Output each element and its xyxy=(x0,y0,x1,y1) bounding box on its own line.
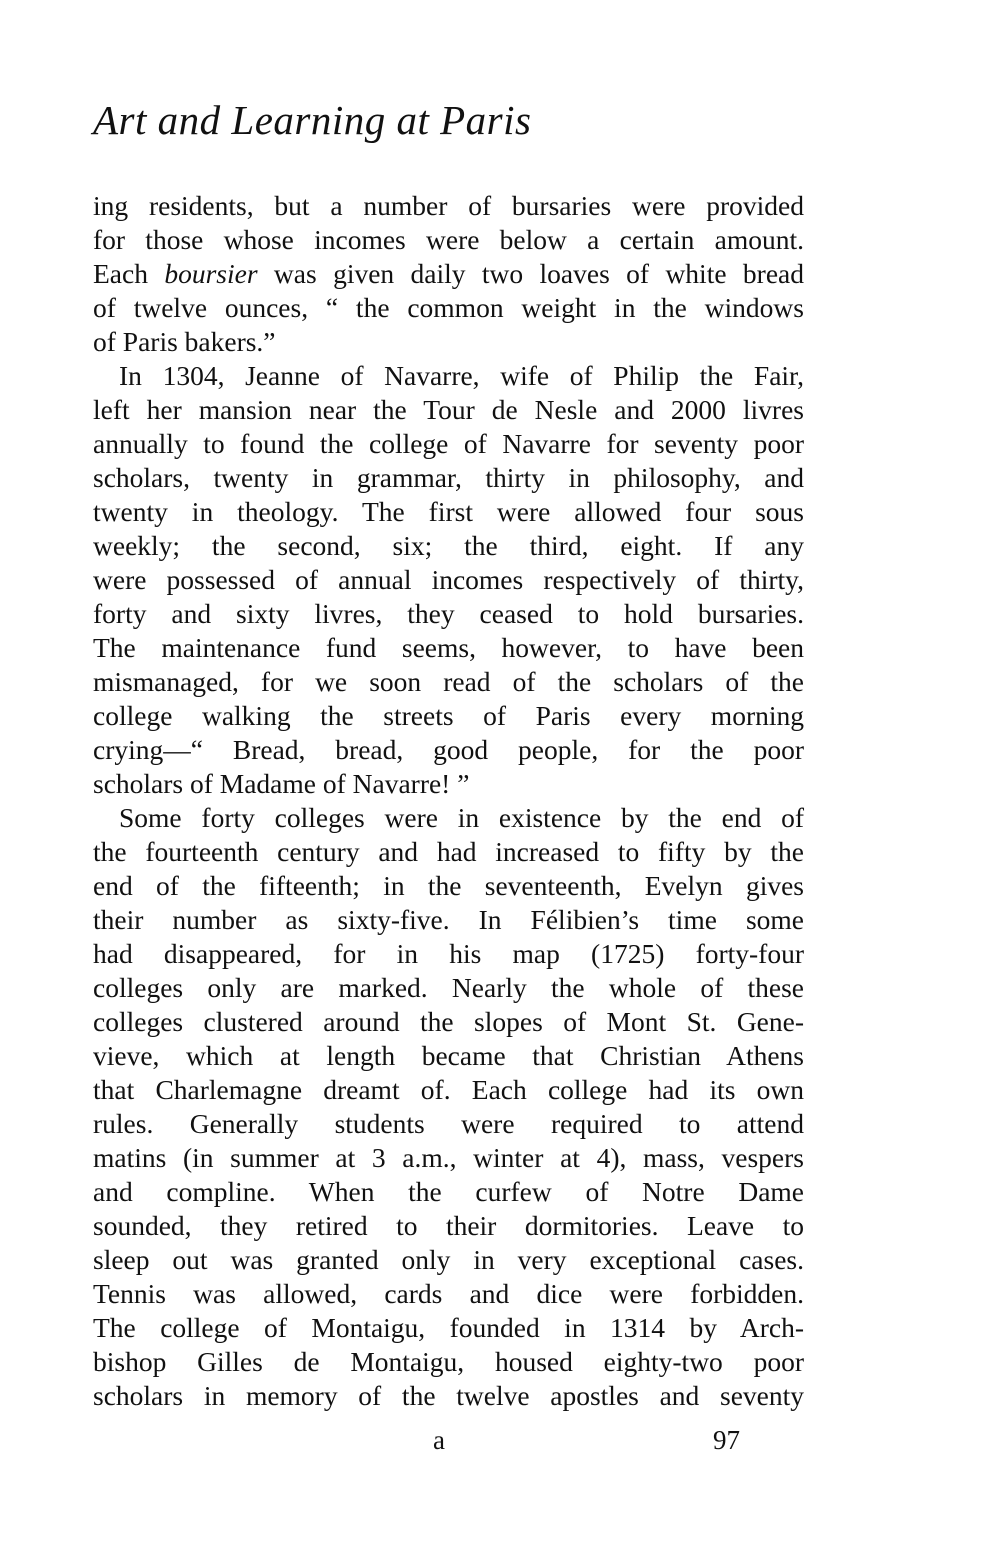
text-line: The college of Montaigu, founded in 1314 by Arch- xyxy=(93,1312,804,1343)
text-line: that Charlemagne dreamt of. Each college had its own xyxy=(93,1074,804,1105)
text-line: ing residents, but a number of bursaries were provided xyxy=(93,190,804,221)
text-line: rules. Generally students were required to attend xyxy=(93,1108,804,1139)
text-line: twenty in theology. The first were allowed four sous xyxy=(93,496,804,527)
text-line: forty and sixty livres, they ceased to hold bursaries. xyxy=(93,598,804,629)
page-number: 97 xyxy=(713,1425,740,1455)
text-line: college walking the streets of Paris every morning xyxy=(93,700,804,731)
text-line: colleges only are marked. Nearly the whole of these xyxy=(93,972,804,1003)
italic-term: boursier xyxy=(164,258,258,289)
text-line xyxy=(93,257,804,291)
text-segment: was given daily two loaves of white bread xyxy=(257,258,804,289)
text-line: scholars of Madame of Navarre! ” xyxy=(93,768,470,799)
text-line: mismanaged, for we soon read of the scholars of the xyxy=(93,666,804,697)
text-line: for those whose incomes were below a certain amount. xyxy=(93,224,804,255)
signature-mark: a xyxy=(433,1425,445,1455)
text-line: The maintenance fund seems, however, to have been xyxy=(93,632,804,663)
text-line: scholars, twenty in grammar, thirty in philosophy, and xyxy=(93,462,804,493)
text-line: of Paris bakers.” xyxy=(93,326,276,357)
text-line: were possessed of annual incomes respectively of thirty, xyxy=(93,564,804,595)
text-line: of twelve ounces, “ the common weight in the windows xyxy=(93,292,804,323)
text-line: end of the fifteenth; in the seventeenth, Evelyn gives xyxy=(93,870,804,901)
text-line: scholars in memory of the twelve apostles and seventy xyxy=(93,1380,804,1411)
running-header: Art and Learning at Paris xyxy=(93,97,532,143)
text-line: had disappeared, for in his map (1725) forty-four xyxy=(93,938,804,969)
text-line: Some forty colleges were in existence by the end of xyxy=(119,802,804,833)
text-segment: Each xyxy=(93,258,165,289)
text-line: matins (in summer at 3 a.m., winter at 4), mass, vespers xyxy=(93,1142,804,1173)
text-line: sleep out was granted only in very exceptional cases. xyxy=(93,1244,804,1275)
text-line: sounded, they retired to their dormitories. Leave to xyxy=(93,1210,804,1241)
text-line: their number as sixty-five. In Félibien’s time some xyxy=(93,904,804,935)
text-line: left her mansion near the Tour de Nesle and 2000 livres xyxy=(93,394,804,425)
text-line: crying—“ Bread, bread, good people, for the poor xyxy=(93,734,804,765)
text-line: annually to found the college of Navarre for seventy poor xyxy=(93,428,804,459)
text-line: Tennis was allowed, cards and dice were forbidden. xyxy=(93,1278,804,1309)
text-line: the fourteenth century and had increased to fifty by the xyxy=(93,836,804,867)
text-line: bishop Gilles de Montaigu, housed eighty-two poor xyxy=(93,1346,804,1377)
text-line: In 1304, Jeanne of Navarre, wife of Philip the Fair, xyxy=(119,360,804,391)
text-line: colleges clustered around the slopes of Mont St. Gene- xyxy=(93,1006,804,1037)
text-line: weekly; the second, six; the third, eight. If any xyxy=(93,530,804,561)
body-text xyxy=(93,189,804,1413)
text-line: and compline. When the curfew of Notre Dame xyxy=(93,1176,804,1207)
text-line: vieve, which at length became that Christian Athens xyxy=(93,1040,804,1071)
